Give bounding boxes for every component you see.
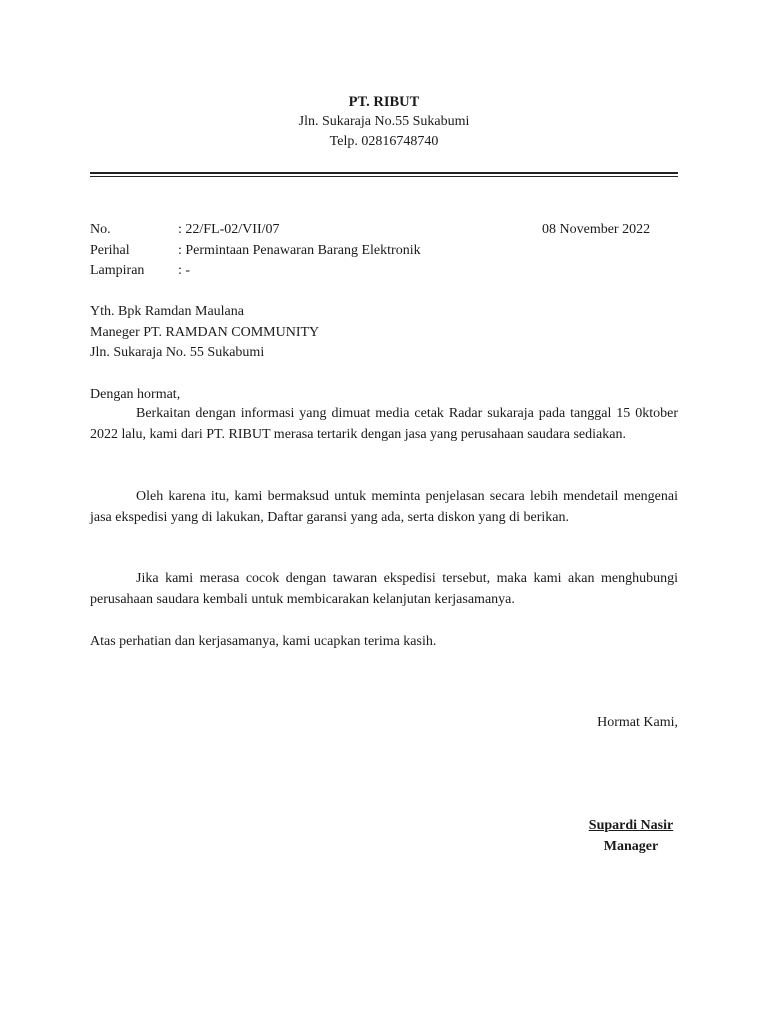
meta-subject-row xyxy=(90,241,678,262)
recipient-block xyxy=(90,302,319,364)
meta-attachment-value: : - xyxy=(178,263,191,278)
recipient-name: Yth. Bpk Ramdan Maulana xyxy=(90,304,244,319)
meta-number-value: : 22/FL-02/VII/07 xyxy=(178,222,280,237)
body-paragraph-2: Oleh karena itu, kami bermaksud untuk meminta penjelasan secara lebih mendetail mengenai jasa ekspedisi yang di lakukan, Daftar garansi yang ada, serta diskon yang di berikan. xyxy=(90,489,678,525)
meta-attachment-row xyxy=(90,261,678,282)
signature-block xyxy=(560,815,702,857)
meta-number-label: No. xyxy=(90,222,111,237)
company-name: PT. RIBUT xyxy=(348,94,420,110)
company-address: Jln. Sukaraja No.55 Sukabumi xyxy=(298,114,470,129)
letterhead xyxy=(0,92,768,152)
letter-date: 08 November 2022 xyxy=(542,222,651,237)
meta-attachment-label: Lampiran xyxy=(90,263,145,278)
closing-salutation: Hormat Kami, xyxy=(597,715,678,730)
meta-subject-label: Perihal xyxy=(90,242,130,258)
greeting: Dengan hormat, xyxy=(90,387,181,402)
body-paragraph-3: Jika kami merasa cocok dengan tawaran ekspedisi tersebut, maka kami akan menghubungi perusahaan saudara kembali untuk membicarakan kelanjutan kerjasamanya. xyxy=(90,571,678,607)
recipient-address: Jln. Sukaraja No. 55 Sukabumi xyxy=(90,345,265,360)
letterhead-divider xyxy=(90,172,678,177)
body-paragraph-1: Berkaitan dengan informasi yang dimuat media cetak Radar sukaraja pada tanggal 15 0ktober 2022 lalu, kami dari PT. RIBUT merasa tertarik dengan jasa yang perusahaan saudara sediakan. xyxy=(90,406,678,442)
company-phone: Telp. 02816748740 xyxy=(329,134,439,149)
signer-name: Supardi Nasir xyxy=(588,818,674,833)
meta-subject-value: : Permintaan Penawaran Barang Elektronik xyxy=(178,242,421,258)
signer-title: Manager xyxy=(603,839,659,854)
recipient-position: Maneger PT. RAMDAN COMMUNITY xyxy=(90,324,320,340)
body-paragraph-4: Atas perhatian dan kerjasamanya, kami ucapkan terima kasih. xyxy=(90,634,437,649)
